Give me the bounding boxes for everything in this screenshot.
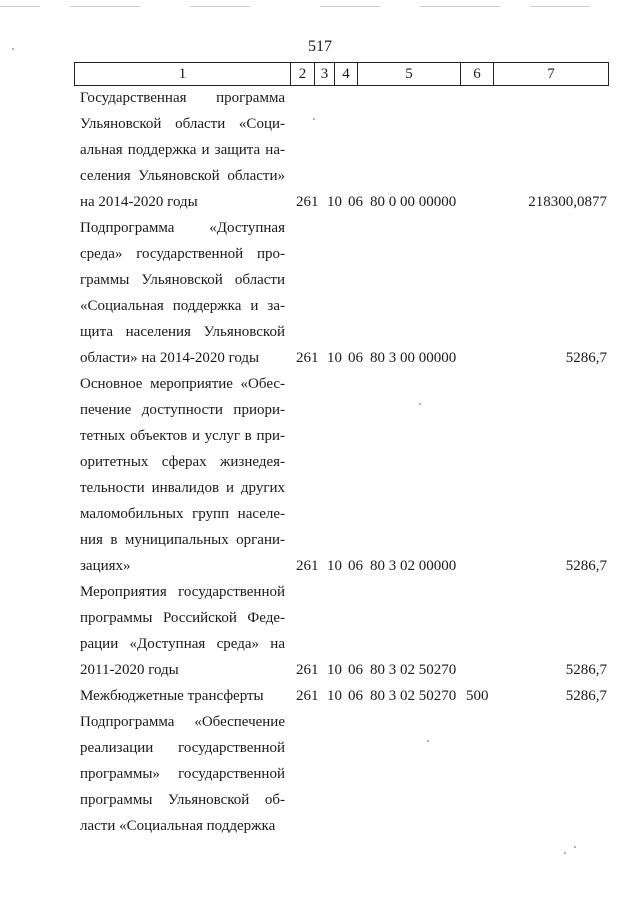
row-name-line: граммы Ульяновской области [80, 272, 285, 288]
cell-c5: 80 3 00 00000 [370, 350, 457, 366]
row-name-line: тельности инвалидов и других [80, 480, 285, 496]
row-name-line: тетных объектов и услуг в при- [80, 428, 285, 444]
header-col-6: 6 [460, 62, 493, 86]
row-name-line: рации «Доступная среда» на [80, 636, 285, 652]
row-name-line: щита населения Ульяновской [80, 324, 285, 340]
cell-c7: 5286,7 [565, 688, 607, 704]
row-name-line: программы Ульяновской об- [80, 792, 285, 808]
cell-c3: 10 [327, 688, 342, 704]
page-number: 517 [308, 38, 332, 55]
cell-c7: 218300,0877 [528, 194, 607, 210]
table-row [0, 579, 640, 683]
cell-c4: 06 [348, 662, 363, 678]
header-col-3: 3 [314, 62, 334, 86]
cell-c2: 261 [296, 194, 319, 210]
row-name-line: программы Российской Феде- [80, 610, 285, 626]
table-row [0, 371, 640, 579]
table-row [0, 709, 640, 839]
row-name-line: реализации государственной [80, 740, 285, 756]
table-row [0, 85, 640, 215]
cell-c3: 10 [327, 558, 342, 574]
cell-c4: 06 [348, 558, 363, 574]
table-row [0, 215, 640, 371]
row-name-line: Мероприятия государственной [80, 584, 285, 600]
cell-c2: 261 [296, 350, 319, 366]
row-name-line: 2011-2020 годы [80, 662, 179, 678]
row-name-line: среда» государственной про- [80, 246, 285, 262]
cell-c4: 06 [348, 194, 363, 210]
row-name-line: на 2014-2020 годы [80, 194, 198, 210]
cell-c4: 06 [348, 350, 363, 366]
cell-c3: 10 [327, 194, 342, 210]
cell-c3: 10 [327, 662, 342, 678]
cell-c5: 80 3 02 00000 [370, 558, 457, 574]
row-name-line: зациях» [80, 558, 131, 574]
header-col-2: 2 [290, 62, 314, 86]
cell-c5: 80 3 02 50270 [370, 662, 457, 678]
cell-c2: 261 [296, 662, 319, 678]
row-name-line: ния в муниципальных органи- [80, 532, 285, 548]
row-name-line: селения Ульяновской области» [80, 168, 285, 184]
header-col-4: 4 [334, 62, 357, 86]
row-name-line: Ульяновской области «Соци- [80, 116, 285, 132]
cell-c2: 261 [296, 688, 319, 704]
cell-c7: 5286,7 [565, 350, 607, 366]
row-name-line: программы» государственной [80, 766, 285, 782]
header-col-1: 1 [74, 62, 290, 86]
row-name-line: Государственная программа [80, 90, 285, 106]
row-name-line: печение доступности приори- [80, 402, 285, 418]
row-name-line: ласти «Социальная поддержка [80, 818, 276, 834]
table-row [0, 683, 640, 709]
cell-c2: 261 [296, 558, 319, 574]
cell-c3: 10 [327, 350, 342, 366]
cell-c4: 06 [348, 688, 363, 704]
row-name-line: «Социальная поддержка и за- [80, 298, 285, 314]
cell-c5: 80 3 02 50270 [370, 688, 457, 704]
cell-c6: 500 [466, 688, 489, 704]
cell-c5: 80 0 00 00000 [370, 194, 457, 210]
row-name-line: альная поддержка и защита на- [80, 142, 285, 158]
row-name-line: Подпрограмма «Обеспечение [80, 714, 285, 730]
cell-c7: 5286,7 [565, 662, 607, 678]
header-col-5: 5 [357, 62, 460, 86]
row-name-line: Подпрограмма «Доступная [80, 220, 285, 236]
row-name-line: области» на 2014-2020 годы [80, 350, 260, 366]
row-name-line: оритетных сферах жизнедея- [80, 454, 285, 470]
cell-c7: 5286,7 [565, 558, 607, 574]
row-name-line: Межбюджетные трансферты [80, 688, 264, 704]
row-name-line: Основное мероприятие «Обес- [80, 376, 285, 392]
row-name-line: маломобильных групп населе- [80, 506, 285, 522]
header-col-7: 7 [493, 62, 609, 86]
